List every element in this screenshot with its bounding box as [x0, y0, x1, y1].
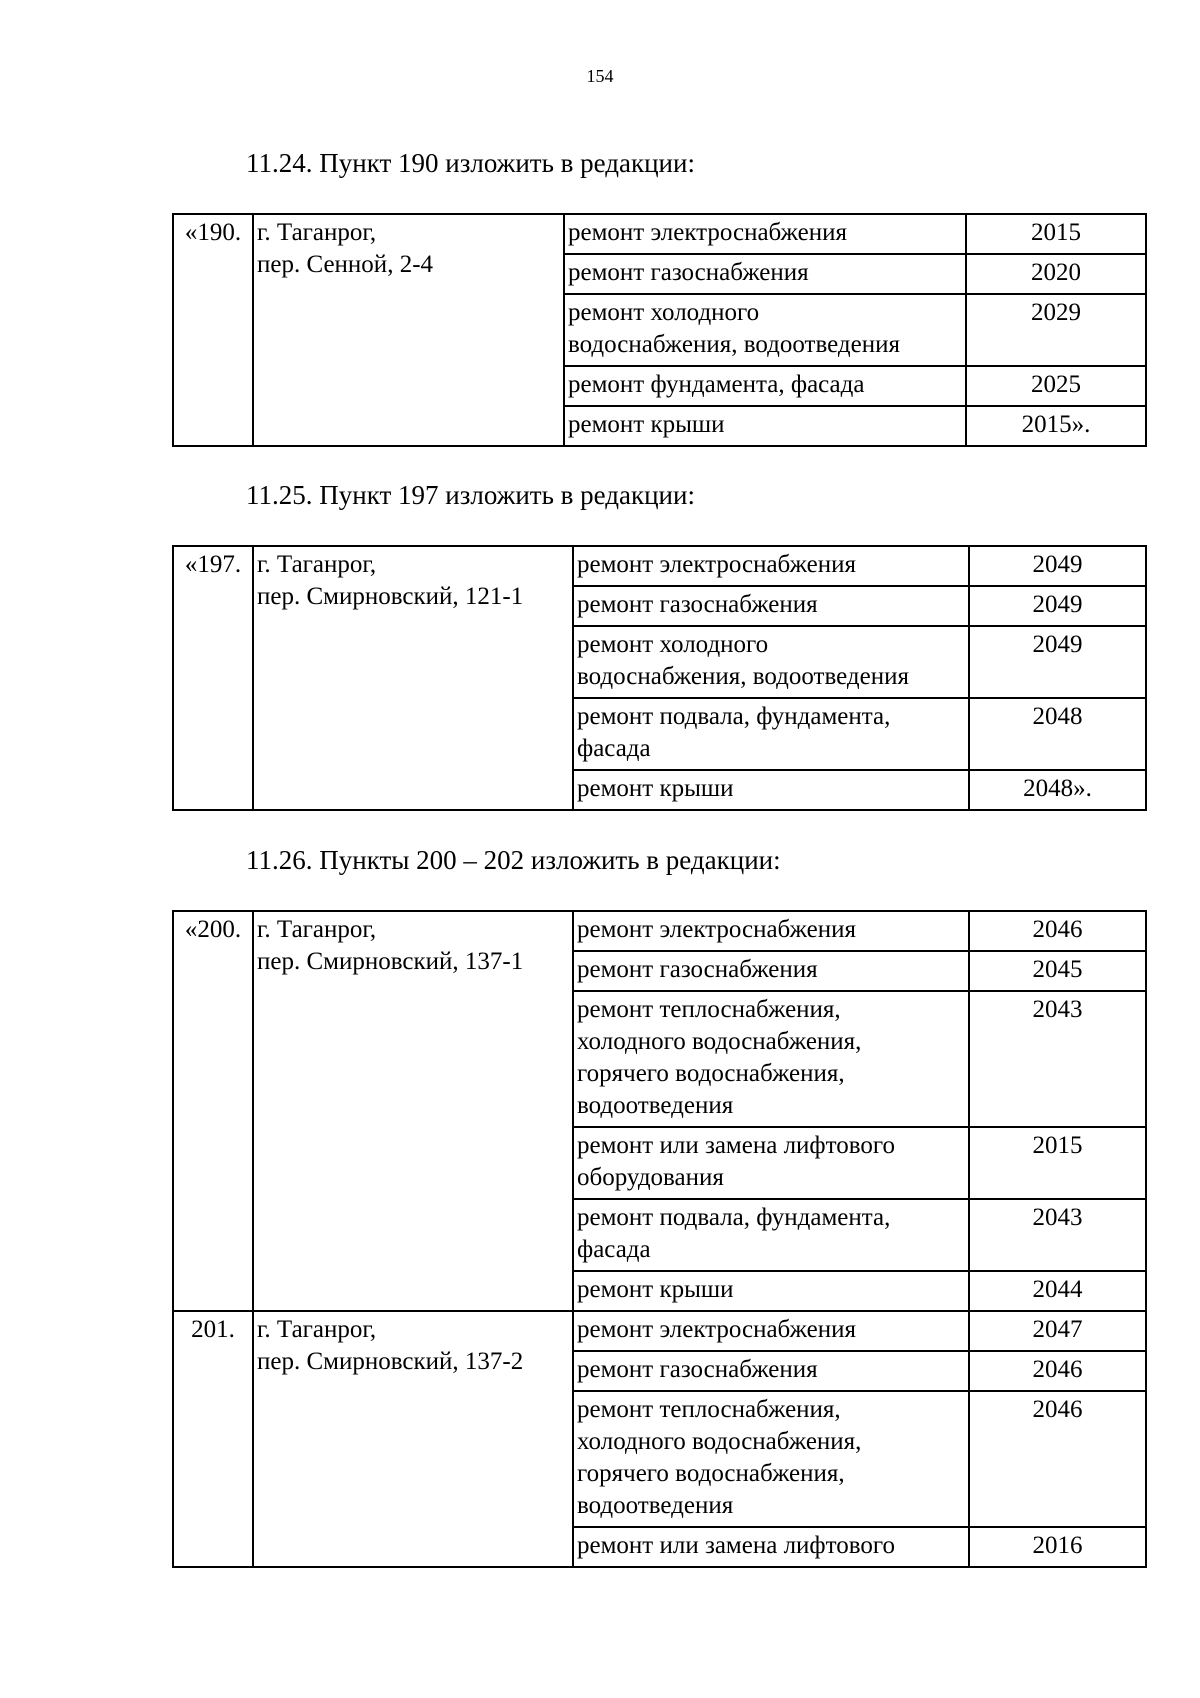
work-type: ремонт электроснабжения	[564, 214, 966, 254]
work-type: ремонт газоснабжения	[573, 1351, 969, 1391]
section-heading: 11.24. Пункт 190 изложить в редакции:	[246, 148, 695, 178]
work-year: 2020	[966, 254, 1146, 294]
work-type: ремонт газоснабжения	[573, 586, 969, 626]
repair-table	[172, 545, 1147, 811]
work-type: ремонт подвала, фундамента, фасада	[573, 1199, 969, 1271]
work-type: ремонт или замена лифтового оборудования	[573, 1127, 969, 1199]
work-type: ремонт теплоснабжения, холодного водоснабжения, горячего водоснабжения, водоотведения	[573, 1391, 969, 1527]
work-year: 2025	[966, 366, 1146, 406]
item-address: г. Таганрог, пер. Смирновский, 137-1	[253, 911, 573, 1311]
work-type: ремонт газоснабжения	[564, 254, 966, 294]
work-year: 2015	[966, 214, 1146, 254]
item-address: г. Таганрог, пер. Смирновский, 137-2	[253, 1311, 573, 1567]
work-year: 2043	[969, 1199, 1146, 1271]
work-year: 2046	[969, 1391, 1146, 1527]
work-type: ремонт электроснабжения	[573, 911, 969, 951]
work-type: ремонт фундамента, фасада	[564, 366, 966, 406]
work-type: ремонт подвала, фундамента, фасада	[573, 698, 969, 770]
table-row	[173, 911, 1146, 951]
item-number: «190.	[173, 214, 253, 446]
work-year: 2029	[966, 294, 1146, 366]
work-year: 2048	[969, 698, 1146, 770]
work-year: 2048».	[969, 770, 1146, 810]
work-year: 2045	[969, 951, 1146, 991]
page-number: 154	[586, 66, 614, 86]
work-type: ремонт электроснабжения	[573, 1311, 969, 1351]
work-year: 2049	[969, 586, 1146, 626]
item-address: г. Таганрог, пер. Сенной, 2-4	[253, 214, 564, 446]
section-heading: 11.25. Пункт 197 изложить в редакции:	[246, 480, 695, 510]
work-year: 2047	[969, 1311, 1146, 1351]
item-number: «200.	[173, 911, 253, 1311]
work-year: 2049	[969, 546, 1146, 586]
repair-table	[172, 213, 1147, 447]
work-year: 2046	[969, 911, 1146, 951]
table-row	[173, 546, 1146, 586]
work-type: ремонт крыши	[573, 1271, 969, 1311]
repair-table	[172, 910, 1147, 1568]
item-number: «197.	[173, 546, 253, 810]
work-type: ремонт холодного водоснабжения, водоотведения	[573, 626, 969, 698]
table-row	[173, 214, 1146, 254]
work-type: ремонт электроснабжения	[573, 546, 969, 586]
work-type: ремонт или замена лифтового	[573, 1527, 969, 1567]
work-type: ремонт крыши	[564, 406, 966, 446]
section-heading: 11.26. Пункты 200 – 202 изложить в редакции:	[246, 845, 781, 875]
work-year: 2016	[969, 1527, 1146, 1567]
work-year: 2046	[969, 1351, 1146, 1391]
item-number: 201.	[173, 1311, 253, 1567]
item-address: г. Таганрог, пер. Смирновский, 121-1	[253, 546, 573, 810]
work-type: ремонт холодного водоснабжения, водоотведения	[564, 294, 966, 366]
work-year: 2043	[969, 991, 1146, 1127]
work-type: ремонт теплоснабжения, холодного водоснабжения, горячего водоснабжения, водоотведения	[573, 991, 969, 1127]
work-type: ремонт крыши	[573, 770, 969, 810]
work-year: 2049	[969, 626, 1146, 698]
work-year: 2044	[969, 1271, 1146, 1311]
work-year: 2015».	[966, 406, 1146, 446]
work-type: ремонт газоснабжения	[573, 951, 969, 991]
work-year: 2015	[969, 1127, 1146, 1199]
table-row	[173, 1311, 1146, 1351]
